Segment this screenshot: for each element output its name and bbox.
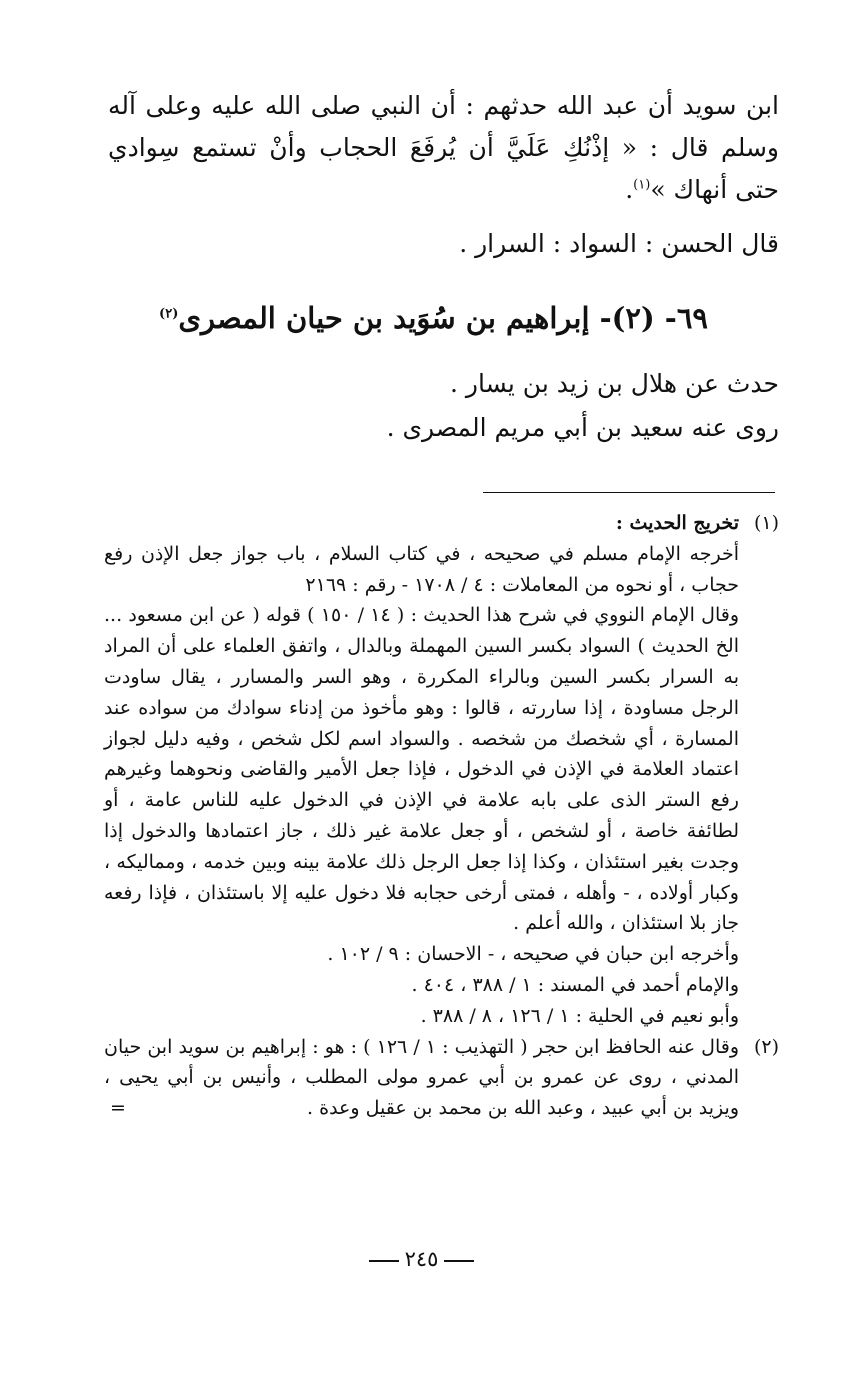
hadith-text: ابن سويد أن عبد الله حدثهم : أن النبي صلى الله عليه وعلى آله وسلم قال : « إذْنُكِ عَلَيَّ أن يُرفَعَ الحجاب وأنْ تستمع سِوادي حتى أنهاك » [108,91,779,204]
footnote-1-line: وأخرجه ابن حبان في صحيحه ، - الاحسان : ٩ / ١٠٢ . [327,943,739,966]
narrated-by-line: روى عنه سعيد بن أبي مريم المصرى . [386,413,779,442]
footnote-1-line: أخرجه الإمام مسلم في صحيحه ، في كتاب السلام ، باب جواز جعل الإذن رفع حجاب ، أو نحوه من المعاملات : ٤ / ١٧٠٨ - رقم : ٢١٦٩ [104,542,739,596]
hadith-paragraph [108,85,779,211]
page-number-value: ٢٤٥ [404,1247,439,1271]
footnotes [104,508,779,1124]
footnote-2 [104,1032,779,1124]
continuation-mark: = [110,1097,126,1120]
entry-heading-text: ٦٩- (٢)- إبراهيم بن سُوَيد بن حيان المصرى [178,301,708,335]
footnote-1-line: وأبو نعيم في الحلية : ١ / ١٢٦ ، ٨ / ٣٨٨ . [420,1004,739,1027]
footnote-2-number: (٢) [753,1035,779,1058]
footnote-1-line: والإمام أحمد في المسند : ١ / ٣٨٨ ، ٤٠٤ . [411,973,739,996]
footnote-separator [483,492,775,493]
page-number-dash [369,1260,399,1262]
footnote-1-title: تخريج الحديث : [615,512,739,534]
main-text [108,85,779,265]
entry-heading [159,296,708,340]
footnote-1-number: (١) [753,512,779,534]
footnote-ref-2: (٢) [159,306,179,322]
narrated-from-line: حدث عن هلال بن زيد بن يسار . [450,369,779,398]
footnote-1 [104,508,779,1032]
page-number [0,1244,843,1274]
footnote-1-line: وقال الإمام النووي في شرح هذا الحديث : ( ١٤ / ١٥٠ ) قوله ( عن ابن مسعود ... الخ الحديث ) السواد بكسر السين المهملة وبالدال ، واتفق العلماء على أن المراد به السرار بكسر السين وبالراء المكررة ، وهو السر والمسارر ، يقال ساودت الرجل مساودة ، إذا ساررته ، قالوا : وهو مأخوذ من إدناء سوادك من سواده عند المسارة ، أي شخصك من شخصه . والسواد اسم لكل شخص ، وفيه دليل لجواز اعتماد العلامة في الإذن في الدخول ، فإذا جعل الأمير والقاضى ونحوهما وغيرهم رفع الستر الذى على بابه علامة في الإذن في الدخول عليه للناس عامة ، أو لطائفة خاصة ، أو لشخص ، أو جعل علامة غير ذلك ، جاز اعتمادها والدخول إذا وجدت بغير استئذان ، وكذا إذا جعل الرجل ذلك علامة بينه وبين خدمه ، ومماليكه ، وكبار أولاده ، - وأهله ، فمتى أرخى حجابه فلا دخول عليه إلا باستئذان ، فإذا رفعه جاز بلا استئذان ، والله أعلم . [104,604,740,935]
hadith-end: . [625,175,634,204]
hasan-comment: قال الحسن : السواد : السرار . [459,229,779,258]
footnote-2-text: وقال عنه الحافظ ابن حجر ( التهذيب : ١ / ١٢٦ ) : هو : إبراهيم بن سويد ابن حيان المدني ، روى عن عمرو بن أبي عمرو مولى المطلب ، وأنيس بن أبي يحيى ، ويزيد بن أبي عبيد ، وعبد الله بن محمد بن عقيل وعدة . [104,1035,739,1120]
narration [387,362,779,450]
page-number-dash [444,1260,474,1262]
footnote-ref-1: (١) [633,177,651,193]
